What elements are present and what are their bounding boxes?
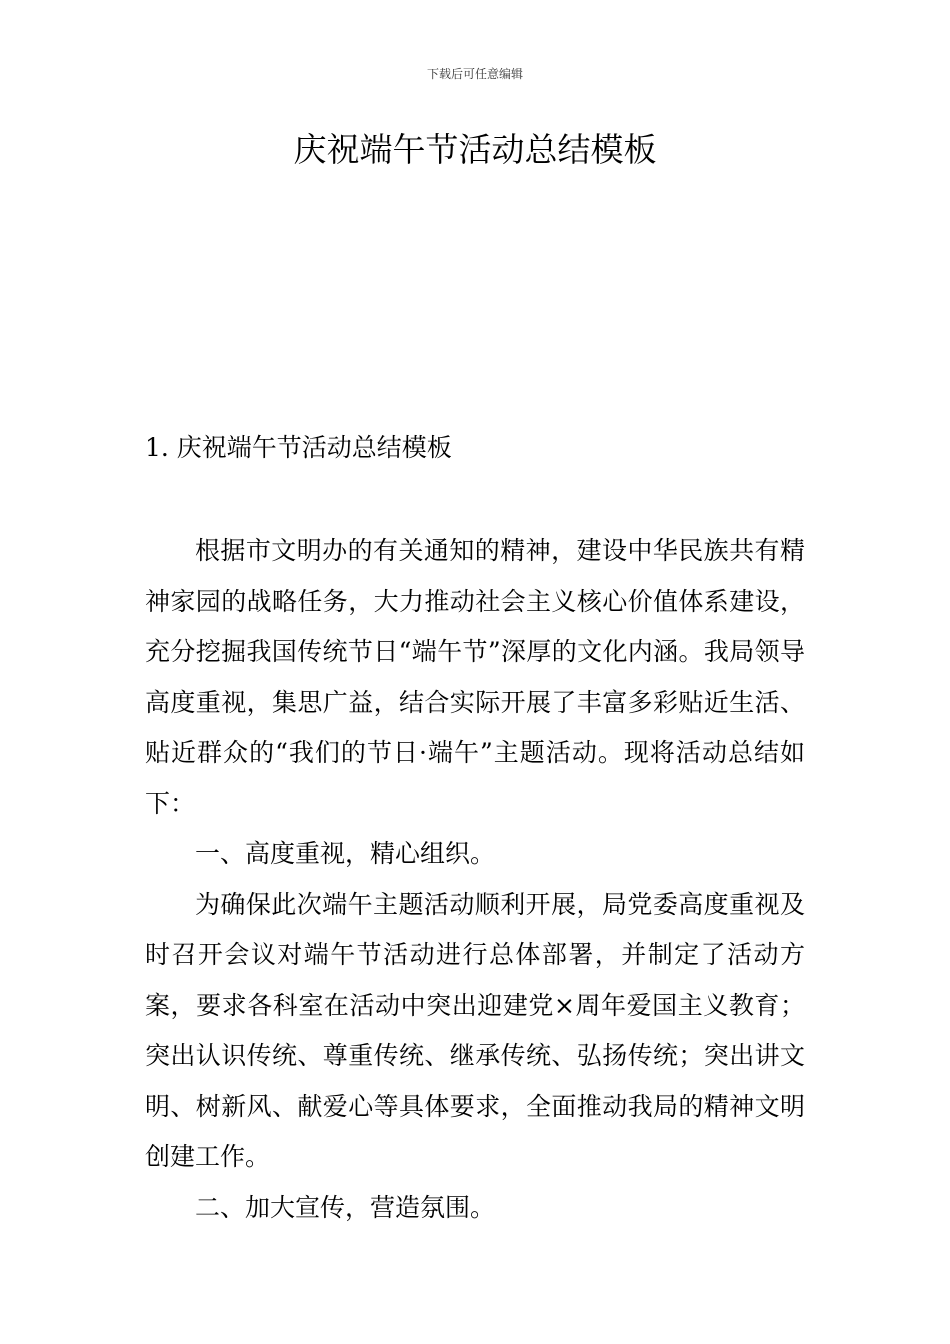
- document-title: 庆祝端午节活动总结模板: [293, 130, 657, 169]
- paragraph-intro: 根据市文明办的有关通知的精神，建设中华民族共有精神家园的战略任务，大力推动社会主义核心价值体系建设，充分挖掘我国传统节日“端午节”深厚的文化内涵。我局领导高度重视，集思广益，结合实际开展了丰富多彩贴近生活、贴近群众的“我们的节日·端午”主题活动。现将活动总结如下：: [145, 536, 805, 818]
- document-body: [145, 526, 805, 1233]
- paragraph-heading-one: 一、高度重视，精心组织。: [195, 839, 496, 868]
- paragraph-organization: 为确保此次端午主题活动顺利开展，局党委高度重视及时召开会议对端午节活动进行总体部署，并制定了活动方案，要求各科室在活动中突出迎建党×周年爱国主义教育；突出认识传统、尊重传统、继承传统、弘扬传统；突出讲文明、树新风、献爱心等具体要求，全面推动我局的精神文明创建工作。: [145, 889, 805, 1171]
- paragraph-heading-two: 二、加大宣传，营造氛围。: [195, 1192, 496, 1222]
- section-heading: 1. 庆祝端午节活动总结模板: [145, 433, 452, 462]
- header-note: 下载后可任意编辑: [426, 67, 523, 81]
